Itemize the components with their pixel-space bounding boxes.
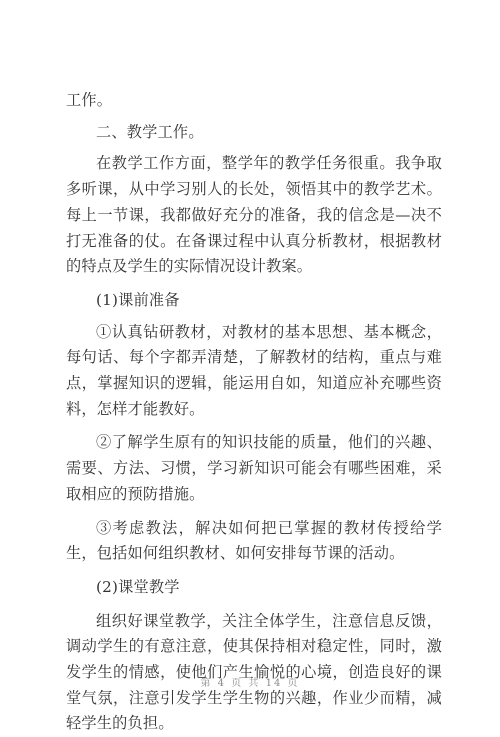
paragraph-teaching-overview: 在教学工作方面，整学年的教学任务很重。我争取多听课，从中学习别人的长处，领悟其中的教学艺术。每上一节课，我都做好充分的准备，我的信念是—决不打无准备的仗。在备课过程中认真分析教材，根据教材的特点及学生的实际情况设计教案。 <box>66 154 442 276</box>
paragraph-understand-students: ②了解学生原有的知识技能的质量，他们的兴趣、需要、方法、习惯，学习新知识可能会有哪些困难，采取相应的预防措施。 <box>66 433 442 503</box>
paragraph-classroom-organization: 组织好课堂教学，关注全体学生，注意信息反馈，调动学生的有意注意，使其保持相对稳定性，同时，激发学生的情感，使他们产生愉悦的心境，创造良好的课堂气氛，注意引发学生学生物的兴趣，作业少而精，减轻学生的负担。 <box>66 611 442 733</box>
page-number-footer: 第 4 页 共 14 页 <box>200 678 300 689</box>
section-heading-teaching-work: 二、教学工作。 <box>96 122 204 141</box>
paragraph-study-textbook: ①认真钻研教材，对教材的基本思想、基本概念，每句话、每个字都弄清楚，了解教材的结构，重点与难点，掌握知识的逻辑，能运用自如，知道应补充哪些资料，怎样才能教好。 <box>66 322 442 418</box>
paragraph-continuation: 工作。 <box>66 91 113 109</box>
paragraph-teaching-methods: ③考虑教法，解决如何把已掌握的教材传授给学生，包括如何组织教材、如何安排每节课的活动。 <box>66 518 442 563</box>
subheading-classroom-teaching: (2)课堂教学 <box>96 577 180 596</box>
subheading-lesson-preparation: (1)课前准备 <box>96 290 180 309</box>
document-body <box>66 88 442 737</box>
